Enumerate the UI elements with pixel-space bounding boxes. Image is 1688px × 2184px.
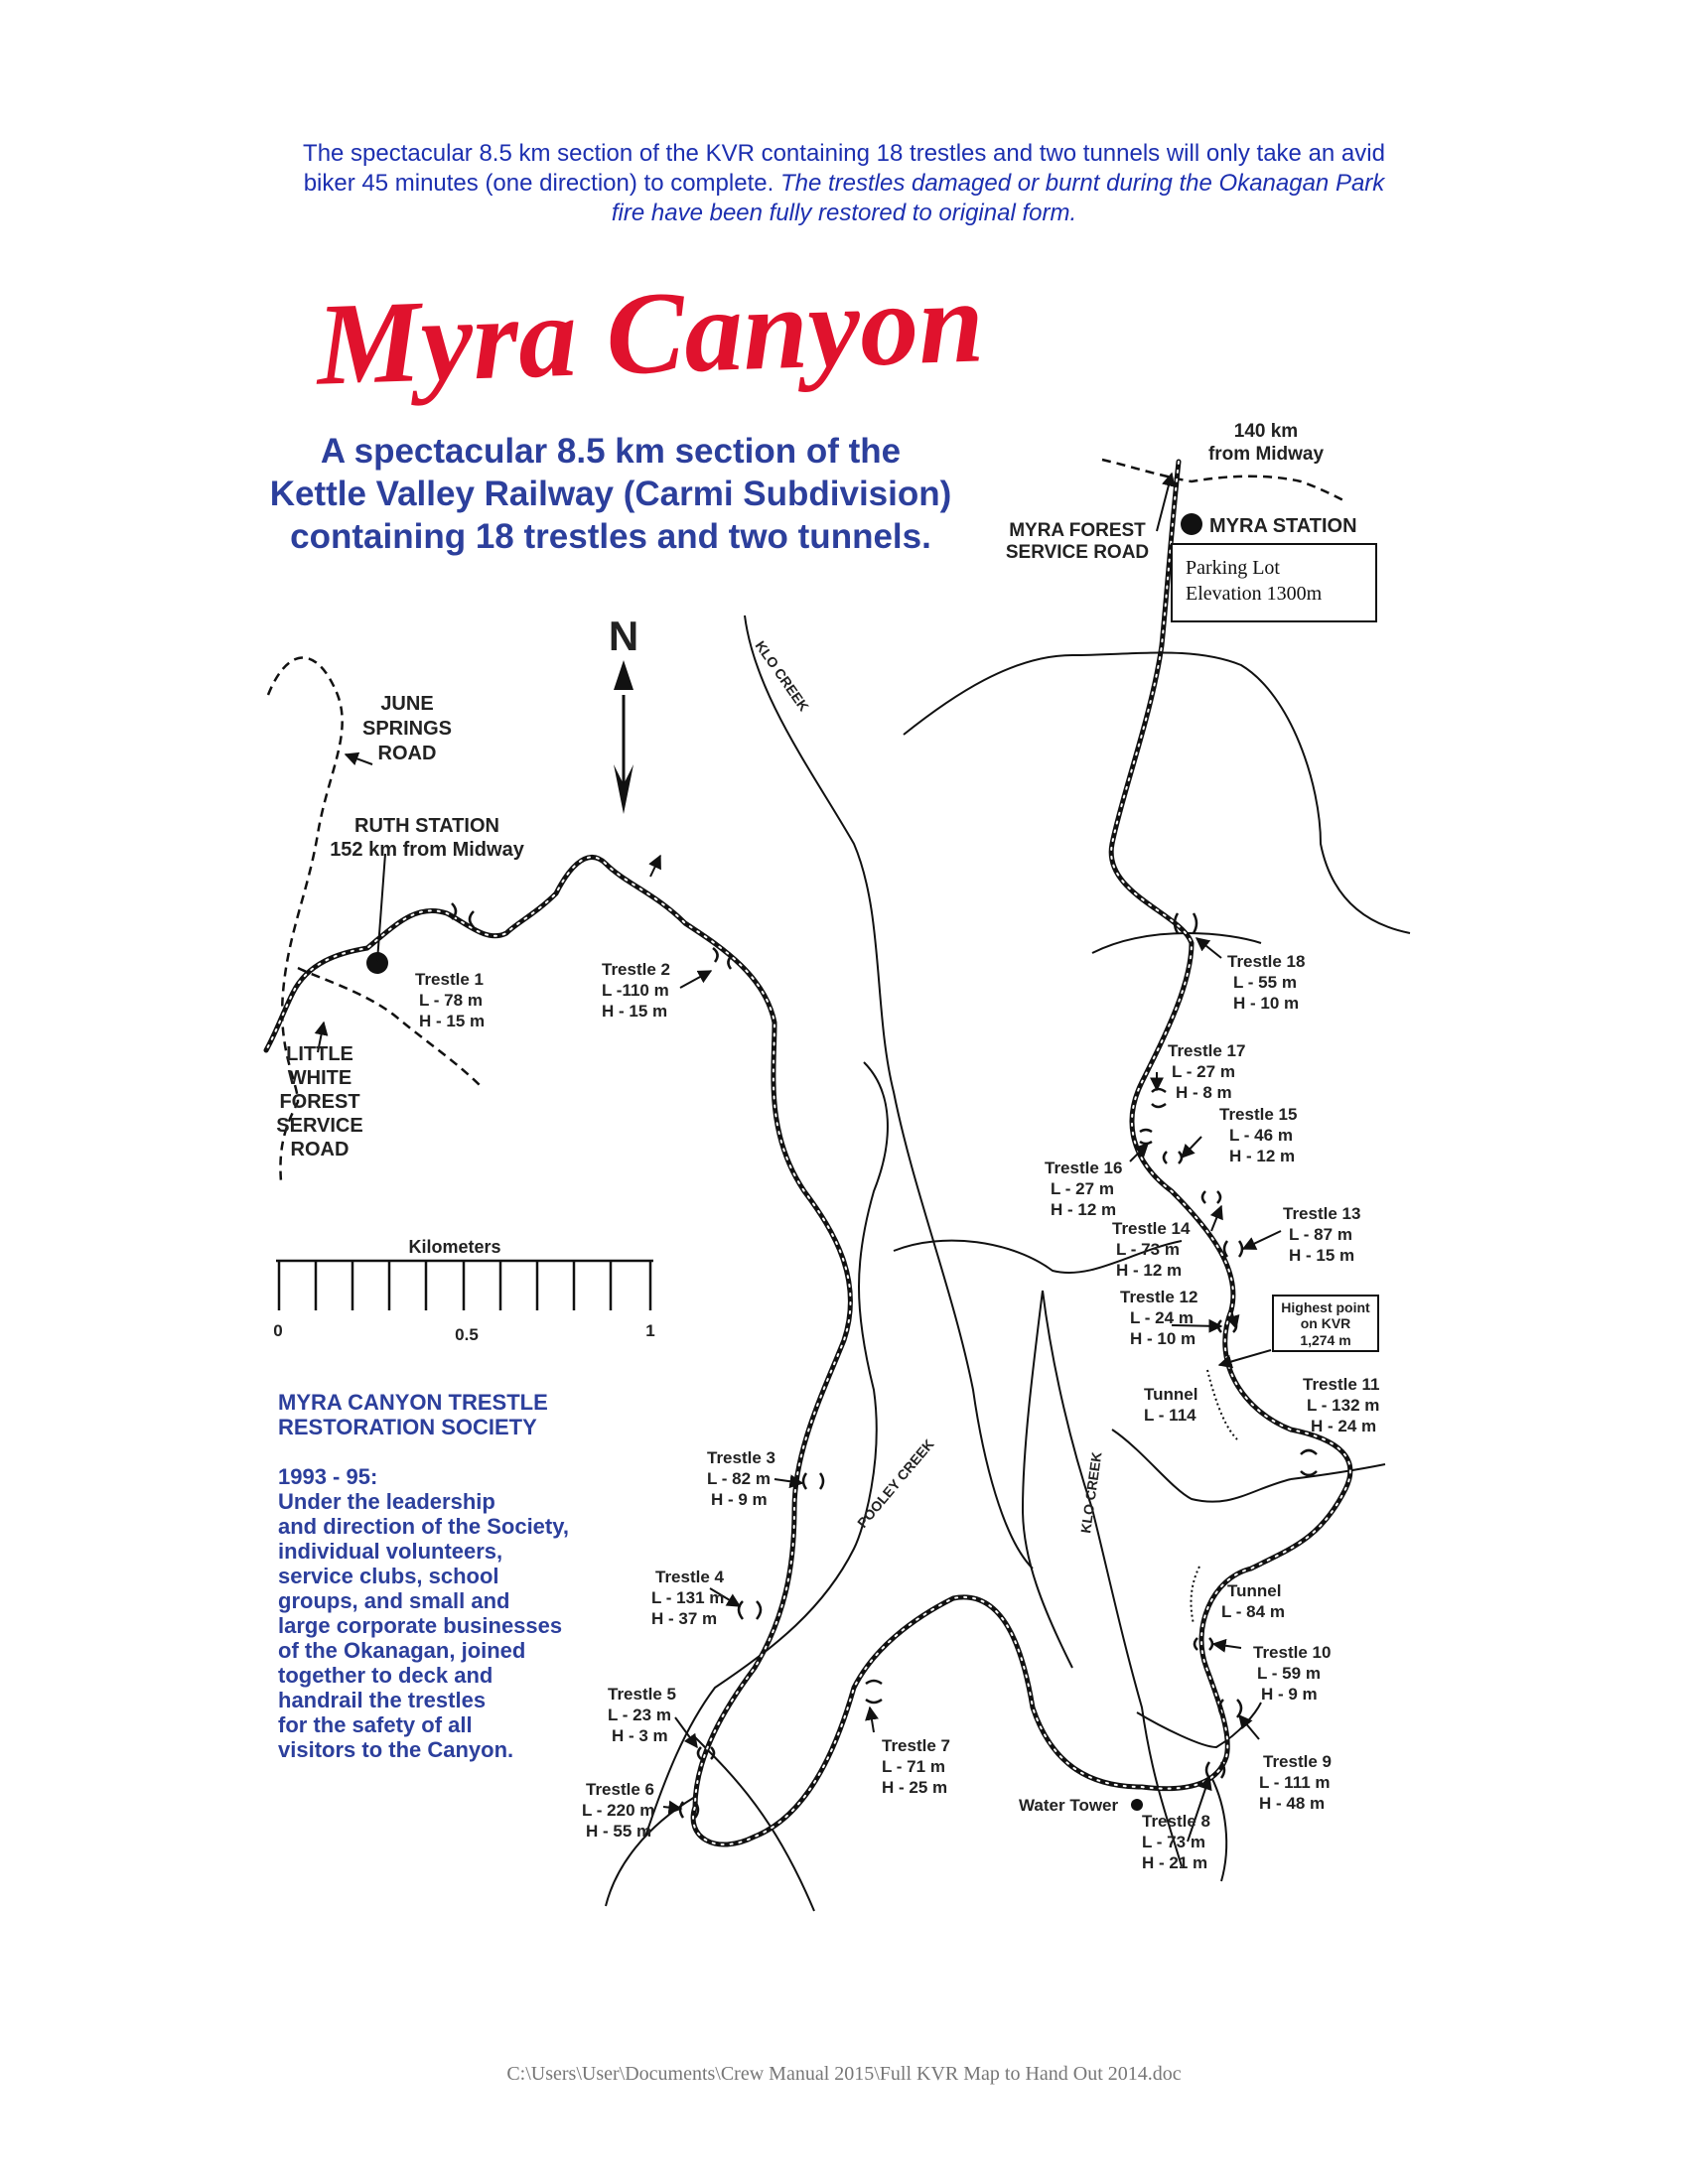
trestle-height: H - 10 m (1233, 994, 1300, 1013)
society-body-line: for the safety of all (278, 1712, 473, 1737)
trestle-length: L - 24 m (1130, 1308, 1194, 1327)
trestle-length: L - 73 m (1116, 1240, 1180, 1259)
little-white-line: FOREST (279, 1091, 360, 1113)
trestle-height: H - 55 m (586, 1822, 652, 1841)
trestle-name: Trestle 4 (655, 1568, 724, 1586)
society-body-line: and direction of the Society, (278, 1514, 569, 1539)
trestle-name: Trestle 14 (1112, 1219, 1191, 1238)
trestle-3-label (707, 1448, 775, 1509)
north-arrow-head (614, 660, 633, 690)
trestle-1-label (415, 970, 485, 1030)
trestle-height: H - 3 m (612, 1726, 668, 1745)
society-body-line: groups, and small and (278, 1588, 510, 1613)
trestle-2-label (602, 960, 670, 1021)
parking-line: Elevation 1300m (1186, 583, 1323, 605)
trestle-name: Trestle 10 (1253, 1643, 1332, 1662)
trestle-marker (1202, 1191, 1220, 1203)
upper-ridge-line (904, 653, 1410, 934)
km-line: 140 km (1233, 421, 1299, 442)
trestle-length: L - 220 m (582, 1801, 655, 1820)
trestle-15-label (1219, 1105, 1297, 1165)
trestle-name: Trestle 3 (707, 1448, 775, 1467)
trestle-height: H - 12 m (1229, 1147, 1296, 1165)
society-body-line: together to deck and (278, 1663, 493, 1688)
water-tower-label: Water Tower (1019, 1796, 1119, 1815)
society-body-line: large corporate businesses (278, 1613, 563, 1638)
highest-point-line: 1,274 m (1300, 1332, 1351, 1348)
trestle-length: L -110 m (602, 981, 669, 1000)
tunnel-length: L - 84 m (1221, 1602, 1285, 1621)
trestle-height: H - 15 m (419, 1012, 486, 1030)
tunnel-lower-label (1221, 1581, 1285, 1621)
society-body-line: of the Okanagan, joined (278, 1638, 526, 1663)
trestle-name: Trestle 6 (586, 1780, 654, 1799)
trestle-name: Trestle 18 (1227, 952, 1306, 971)
pointer-arrow (1157, 474, 1172, 531)
trestle-length: L - 131 m (651, 1588, 725, 1607)
subtitle-line: Kettle Valley Railway (Carmi Subdivision) (269, 475, 952, 513)
society-block (278, 1390, 569, 1762)
trestle-marker (1301, 1450, 1317, 1475)
society-body-line: visitors to the Canyon. (278, 1737, 514, 1762)
side-line (1291, 1464, 1385, 1479)
trestle-14-label (1112, 1219, 1191, 1280)
parking-box (1172, 544, 1376, 621)
tunnel-length: L - 114 (1144, 1406, 1196, 1425)
trestle-height: H - 12 m (1051, 1200, 1117, 1219)
trestle-16-label (1045, 1159, 1122, 1219)
june-springs-label (362, 693, 452, 764)
km-line: from Midway (1207, 444, 1325, 465)
trestle-marker (1164, 1152, 1182, 1163)
pooley-creek-label: POOLEY CREEK (854, 1435, 937, 1531)
scale-label: 1 (645, 1321, 655, 1340)
intro-line-2-italic: The trestles damaged or burnt during the Okanagan Park (779, 170, 1385, 197)
trestle-height: H - 8 m (1176, 1083, 1232, 1102)
tunnel-lower (1192, 1567, 1199, 1624)
trestle-name: Trestle 12 (1120, 1288, 1198, 1306)
klo-creek-upper (745, 615, 1033, 1569)
society-body-line: individual volunteers, (278, 1539, 503, 1564)
pointer-arrow (1196, 938, 1221, 958)
subtitle-line: A spectacular 8.5 km section of the (320, 432, 902, 471)
little-white-line: SERVICE (276, 1115, 363, 1137)
trestle-name: Trestle 15 (1219, 1105, 1298, 1124)
trestle-13-label (1283, 1204, 1360, 1265)
trestle-marker (1152, 1089, 1166, 1107)
km-from-midway-label (1208, 421, 1325, 465)
society-body-line: service clubs, school (278, 1564, 499, 1588)
ruth-station-label (330, 815, 525, 861)
june-line: JUNE (380, 693, 434, 715)
pointer-arrow (650, 856, 660, 877)
little-white-line: WHITE (287, 1067, 352, 1089)
pointer-arrow (1243, 1231, 1281, 1249)
ruth-line: RUTH STATION (354, 815, 499, 837)
society-body-line: handrail the trestles (278, 1688, 487, 1712)
trestle-length: L - 132 m (1307, 1396, 1380, 1415)
north-arrow (609, 613, 638, 814)
intro-line-1: The spectacular 8.5 km section of the KVR containing 18 trestles and two tunnels will only take an avid (303, 140, 1385, 167)
june-line: SPRINGS (361, 718, 453, 740)
trestle-length: L - 78 m (419, 991, 483, 1010)
trestle-length: L - 87 m (1289, 1225, 1352, 1244)
side-line (1092, 933, 1261, 953)
tunnel-upper-label (1144, 1385, 1197, 1425)
trestle-length: L - 27 m (1051, 1179, 1114, 1198)
pointer-arrow (870, 1707, 874, 1732)
trestle-length: L - 71 m (882, 1757, 945, 1776)
trestle-marker (1140, 1130, 1152, 1144)
trestle-6-label (582, 1780, 654, 1841)
trestle-height: H - 15 m (602, 1002, 668, 1021)
road-line: MYRA FOREST (1009, 520, 1146, 541)
pointer-arrow (680, 971, 711, 988)
society-title-line: RESTORATION SOCIETY (278, 1415, 537, 1439)
road-line: SERVICE ROAD (1005, 542, 1150, 563)
pointer-arrow (1213, 1644, 1241, 1648)
trestle-10-label (1253, 1643, 1331, 1704)
pointer-arrow (1231, 1310, 1236, 1328)
map-subtitle (270, 432, 952, 556)
trestle-length: L - 27 m (1172, 1062, 1235, 1081)
june-line: ROAD (377, 743, 437, 764)
subtitle-line: containing 18 trestles and two tunnels. (290, 517, 931, 556)
myra-forest-service-road (1102, 460, 1345, 501)
lower-road-line (1211, 1777, 1226, 1881)
intro-line-2-normal: biker 45 minutes (one direction) to complete. (303, 170, 774, 197)
pointer-arrow (1211, 1206, 1221, 1231)
compass-letter: N (608, 613, 639, 659)
trestle-length: L - 23 m (608, 1706, 671, 1724)
trestle-length: L - 55 m (1233, 973, 1297, 992)
scale-label: 0 (273, 1321, 283, 1340)
highest-point-box (1273, 1296, 1378, 1351)
highest-point-line: Highest point (1281, 1299, 1370, 1315)
klo-creek-lower-label: KLO CREEK (1077, 1450, 1105, 1535)
trestle-name: Trestle 8 (1142, 1812, 1210, 1831)
creek-branch (1023, 1291, 1072, 1668)
trestle-length: L - 59 m (1257, 1664, 1321, 1683)
society-body-line: 1993 - 95: (278, 1464, 378, 1489)
myra-station-dot (1181, 513, 1202, 535)
tunnel-name: Tunnel (1227, 1581, 1282, 1600)
trestle-7-label (882, 1736, 950, 1797)
scale-label: 0.5 (455, 1325, 479, 1344)
klo-creek-lower (1043, 1291, 1182, 1866)
trestle-height: H - 10 m (1130, 1329, 1196, 1348)
highest-point-line: on KVR (1300, 1315, 1351, 1331)
trestle-11-label (1303, 1375, 1380, 1435)
trestle-4-label (651, 1568, 725, 1628)
trestle-height: H - 21 m (1142, 1853, 1208, 1872)
trestle-name: Trestle 16 (1045, 1159, 1123, 1177)
trestle-17-label (1168, 1041, 1245, 1102)
little-white-line: ROAD (290, 1139, 350, 1160)
trestle-name: Trestle 5 (608, 1685, 676, 1704)
map-title: Myra Canyon (314, 256, 986, 410)
trestle-5-label (608, 1685, 676, 1745)
trestle-length: L - 46 m (1229, 1126, 1293, 1145)
society-title-line: MYRA CANYON TRESTLE (278, 1390, 548, 1415)
little-white-label (276, 1043, 362, 1160)
trestle-marker (803, 1473, 823, 1489)
lower-road-line (695, 1737, 814, 1911)
trestle-name: Trestle 7 (882, 1736, 950, 1755)
trestle-height: H - 12 m (1116, 1261, 1183, 1280)
trestle-18-label (1227, 952, 1305, 1013)
trestle-height: H - 48 m (1259, 1794, 1326, 1813)
lower-road-line (1137, 1703, 1261, 1747)
trestle-length: L - 111 m (1259, 1773, 1331, 1792)
trestle-12-label (1120, 1288, 1197, 1348)
klo-creek-label: KLO CREEK (752, 637, 812, 715)
trestle-marker (866, 1681, 882, 1703)
trestle-8-label (1142, 1812, 1210, 1872)
trestle-height: H - 24 m (1311, 1417, 1377, 1435)
trestle-height: H - 9 m (711, 1490, 768, 1509)
trestle-name: Trestle 13 (1283, 1204, 1361, 1223)
file-path-footer: C:\Users\User\Documents\Crew Manual 2015\Full KVR Map to Hand Out 2014.doc (506, 2063, 1182, 2085)
trestle-length: L - 82 m (707, 1469, 771, 1488)
trestle-height: H - 37 m (651, 1609, 718, 1628)
trestle-length: L - 73 m (1142, 1833, 1205, 1851)
scale-ticks (279, 1261, 650, 1310)
trestle-name: Trestle 2 (602, 960, 670, 979)
pointer-arrow (1182, 1137, 1201, 1158)
trestle-marker (739, 1601, 761, 1619)
tunnel-name: Tunnel (1144, 1385, 1198, 1404)
pointer-arrow (346, 754, 372, 764)
little-white-line: LITTLE (286, 1043, 353, 1065)
trestle-name: Trestle 9 (1263, 1752, 1332, 1771)
trestle-marker (1224, 1241, 1242, 1257)
intro-line-3: fire have been fully restored to original form. (611, 200, 1077, 226)
myra-forest-road-label (1006, 520, 1149, 563)
trestle-9-label (1259, 1752, 1332, 1813)
trestle-height: H - 25 m (882, 1778, 948, 1797)
ruth-line: 152 km from Midway (330, 839, 524, 861)
ruth-station-leader (377, 854, 385, 961)
side-line (1112, 1430, 1291, 1502)
trestle-name: Trestle 1 (415, 970, 484, 989)
trestle-height: H - 9 m (1261, 1685, 1318, 1704)
water-tower-dot (1131, 1799, 1143, 1811)
trestle-name: Trestle 11 (1303, 1375, 1380, 1394)
trestle-height: H - 15 m (1289, 1246, 1355, 1265)
parking-line: Parking Lot (1186, 557, 1280, 579)
society-body-line: Under the leadership (278, 1489, 495, 1514)
scale-bar (273, 1237, 654, 1344)
myra-station-label: MYRA STATION (1209, 515, 1357, 537)
scale-title: Kilometers (408, 1237, 501, 1257)
trestle-name: Trestle 17 (1168, 1041, 1246, 1060)
